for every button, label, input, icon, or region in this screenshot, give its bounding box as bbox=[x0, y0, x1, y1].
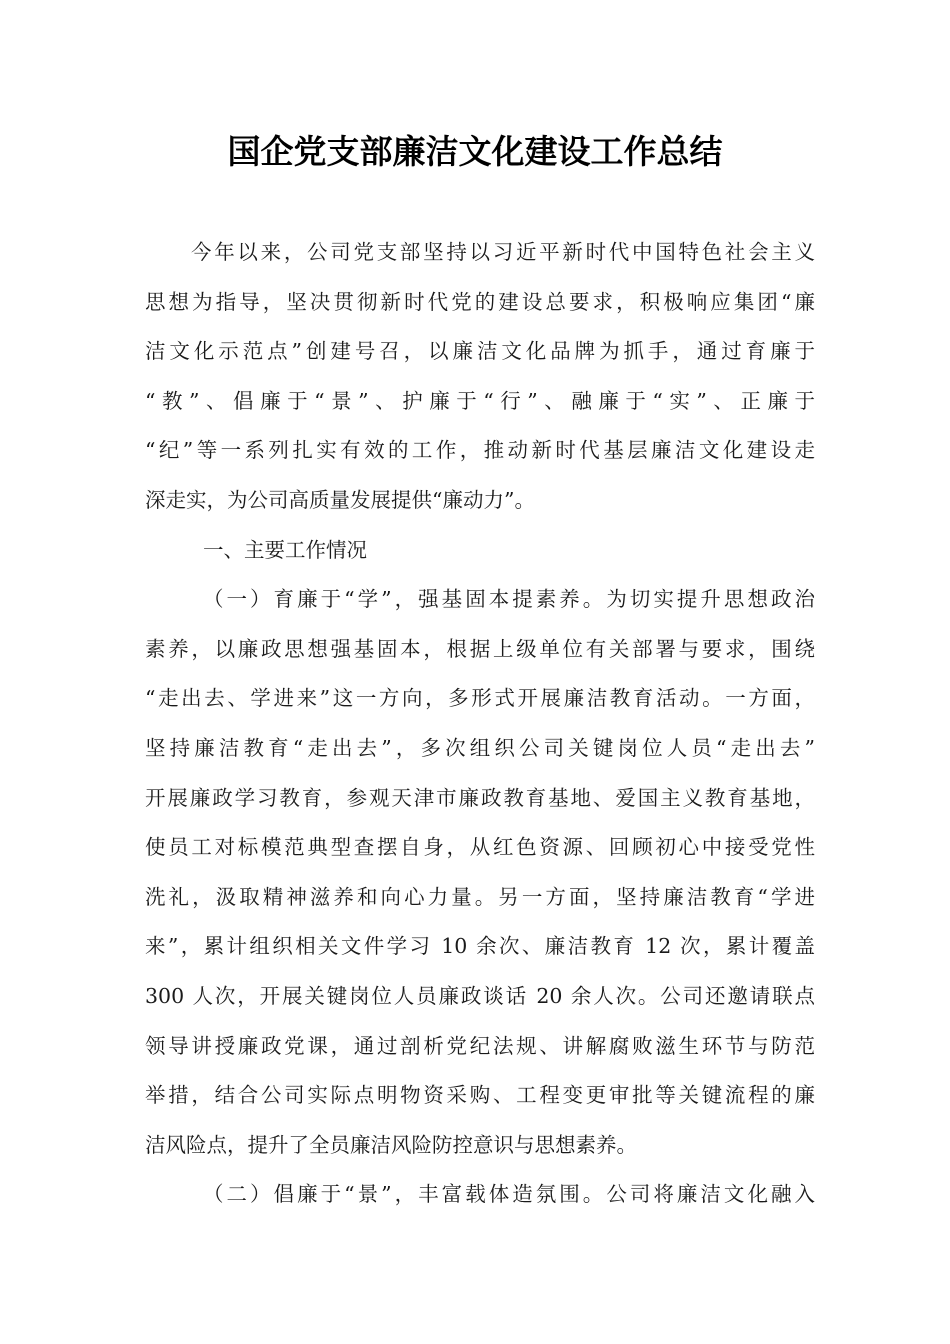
paragraph-line: 开展廉政学习教育，参观天津市廉政教育基地、爱国主义教育基地， bbox=[145, 785, 815, 810]
paragraph-line: 300 人次，开展关键岗位人员廉政谈话 20 余人次。公司还邀请联点 bbox=[145, 983, 815, 1008]
paragraph-line: “纪”等一系列扎实有效的工作，推动新时代基层廉洁文化建设走 bbox=[145, 438, 815, 463]
paragraph-line: “走出去、学进来”这一方向，多形式开展廉洁教育活动。一方面， bbox=[145, 686, 815, 711]
paragraph-line: 洁文化示范点”创建号召，以廉洁文化品牌为抓手，通过育廉于 bbox=[145, 339, 815, 364]
paragraph-line: 今年以来，公司党支部坚持以习近平新时代中国特色社会主义 bbox=[191, 240, 815, 264]
document-title: 国企党支部廉洁文化建设工作总结 bbox=[227, 132, 723, 171]
document-body bbox=[145, 228, 815, 1220]
paragraph-line: “教”、倡廉于“景”、护廉于“行”、融廉于“实”、正廉于 bbox=[145, 388, 815, 413]
paragraph-line: （一）育廉于“学”，强基固本提素养。为切实提升思想政治 bbox=[203, 587, 815, 612]
paragraph-line: 洁风险点，提升了全员廉洁风险防控意识与思想素养。 bbox=[145, 1132, 637, 1157]
paragraph-line: （二）倡廉于“景”，丰富载体造氛围。公司将廉洁文化融入 bbox=[203, 1182, 815, 1207]
paragraph-line: 洗礼，汲取精神滋养和向心力量。另一方面，坚持廉洁教育“学进 bbox=[145, 884, 815, 909]
paragraph-line: 素养，以廉政思想强基固本，根据上级单位有关部署与要求，围绕 bbox=[145, 636, 815, 661]
paragraph-line: 思想为指导，坚决贯彻新时代党的建设总要求，积极响应集团“廉 bbox=[145, 289, 815, 314]
paragraph-line: 坚持廉洁教育“走出去”，多次组织公司关键岗位人员“走出去” bbox=[145, 735, 815, 760]
paragraph-line: 深走实，为公司高质量发展提供“廉动力”。 bbox=[145, 487, 535, 512]
paragraph-line: 举措，结合公司实际点明物资采购、工程变更审批等关键流程的廉 bbox=[145, 1083, 815, 1108]
paragraph-line: 领导讲授廉政党课，通过剖析党纪法规、讲解腐败滋生环节与防范 bbox=[145, 1033, 815, 1058]
paragraph-line: 来”，累计组织相关文件学习 10 余次、廉洁教育 12 次，累计覆盖 bbox=[145, 934, 815, 959]
paragraph-line: 使员工对标模范典型查摆自身，从红色资源、回顾初心中接受党性 bbox=[145, 835, 815, 860]
section-heading: 一、主要工作情况 bbox=[203, 537, 367, 562]
